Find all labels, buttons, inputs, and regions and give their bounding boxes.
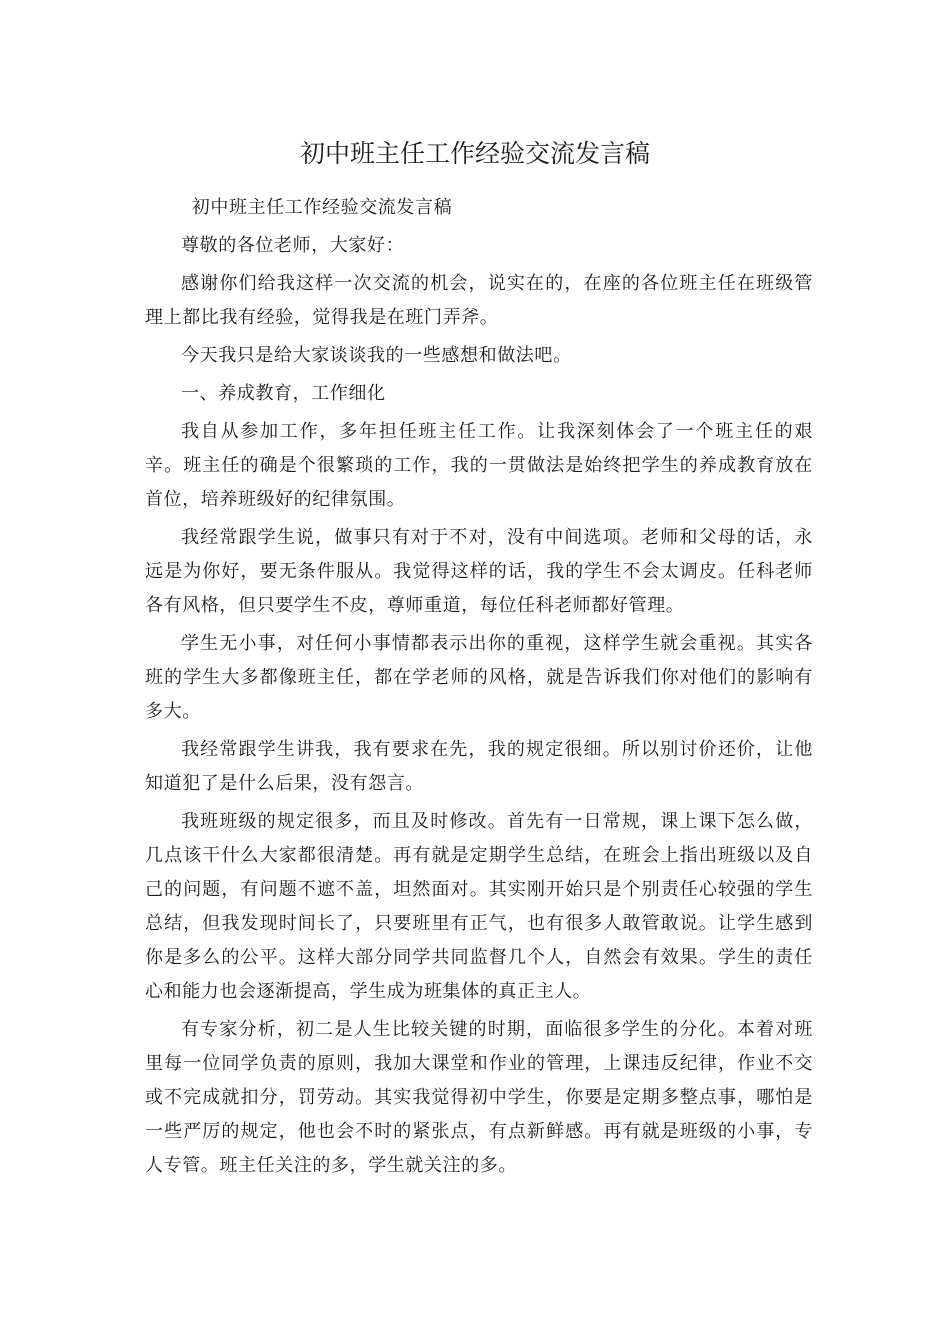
paragraph: 我自从参加工作，多年担任班主任工作。让我深刻体会了一个班主任的艰辛。班主任的确是个很繁琐的工作，我的一贯做法是始终把学生的养成教育放在首位，培养班级好的纪律氛围。	[145, 421, 813, 510]
document-body	[145, 191, 813, 1187]
paragraph-greeting: 尊敬的各位老师，大家好：	[181, 235, 405, 256]
document-subtitle: 初中班主任工作经验交流发言稿	[191, 197, 453, 218]
paragraph: 今天我只是给大家谈谈我的一些感想和做法吧。	[181, 345, 572, 366]
section-heading: 一、养成教育，工作细化	[181, 383, 386, 404]
paragraph: 我经常跟学生讲我，我有要求在先，我的规定很细。所以别讨价还价，让他知道犯了是什么后果，没有怨言。	[145, 739, 813, 794]
paragraph: 有专家分析，初二是人生比较关键的时期，面临很多学生的分化。本着对班里每一位同学负责的原则，我加大课堂和作业的管理，上课违反纪律，作业不交或不完成就扣分，罚劳动。其实我觉得初中学生，你要是定期多整点事，哪怕是一些严厉的规定，他也会不时的紧张点，有点新鲜感。再有就是班级的小事，专人专管。班主任关注的多，学生就关注的多。	[145, 1019, 813, 1176]
paragraph: 感谢你们给我这样一次交流的机会，说实在的，在座的各位班主任在班级管理上都比我有经验，觉得我是在班门弄斧。	[145, 273, 813, 328]
paragraph: 我班班级的规定很多，而且及时修改。首先有一日常规，课上课下怎么做，几点该干什么大家都很清楚。再有就是定期学生总结，在班会上指出班级以及自己的问题，有问题不遮不盖，坦然面对。其实刚开始只是个别责任心较强的学生总结，但我发现时间长了，只要班里有正气，也有很多人敢管敢说。让学生感到你是多么的公平。这样大部分同学共同监督几个人，自然会有效果。学生的责任心和能力也会逐渐提高，学生成为班集体的真正主人。	[145, 811, 813, 1002]
paragraph: 学生无小事，对任何小事情都表示出你的重视，这样学生就会重视。其实各班的学生大多都像班主任，都在学老师的风格，就是告诉我们你对他们的影响有多大。	[145, 633, 813, 722]
paragraph: 我经常跟学生说，做事只有对于不对，没有中间选项。老师和父母的话，永远是为你好，要无条件服从。我觉得这样的话，我的学生不会太调皮。任科老师各有风格，但只要学生不皮，尊师重道，每位任科老师都好管理。	[145, 527, 813, 616]
document-title: 初中班主任工作经验交流发言稿	[299, 139, 650, 168]
